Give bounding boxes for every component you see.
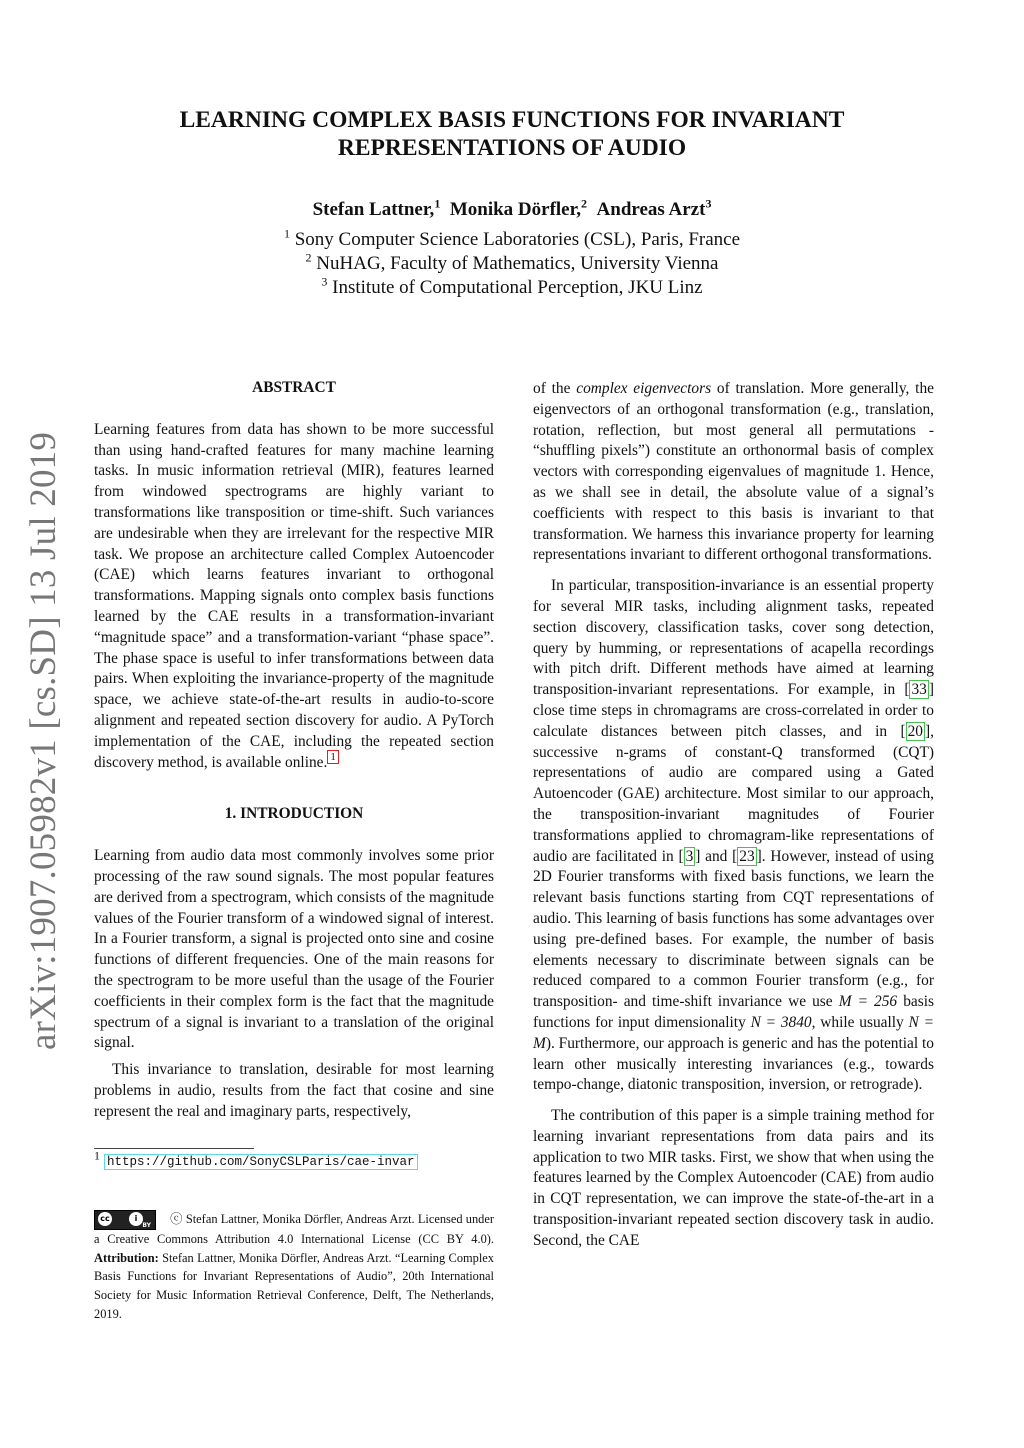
affiliation-text: Sony Computer Science Laboratories (CSL), Paris, France	[294, 229, 741, 250]
citation-link[interactable]: 3	[685, 847, 694, 865]
cc-icon: cc	[98, 1212, 112, 1226]
intro-paragraph-2: This invariance to translation, desirable for most learning problems in audio, results from the fact that cosine and sine represent the real and imaginary parts, respectively,	[94, 1061, 494, 1120]
text-run: and	[700, 847, 733, 865]
intro-paragraph-1: Learning from audio data most commonly involves some prior processing of the raw sound signals. The most popular features are derived from a spectrogram, which consists of the magnitude values of the Fourier transform of a windowed signal of interest. In a Fourier transform, a signal is projected onto sine and cosine functions of different frequencies. One of the main reasons for the spectrogram to be more useful than the usage of the Fourier coefficients in their complex form is the fact that the magnitude spectrum of a signal is invariant to a translation of the original signal.	[94, 847, 494, 1052]
author-mark: 1	[434, 196, 441, 211]
text-run: , while usually	[811, 1013, 909, 1031]
citation-link[interactable]: 20	[907, 722, 923, 740]
affiliation-text: NuHAG, Faculty of Mathematics, University Vienna	[316, 253, 719, 274]
abstract-heading: ABSTRACT	[252, 379, 336, 396]
attribution-text: Stefan Lattner, Monika Dörfler, Andreas Arzt. “Learning Complex Basis Functions for Invariant Representations of Audio”, 20th International Society for Music Information Retrieval Conference, Delft, The Netherlands, 2019.	[94, 1250, 494, 1321]
citation-link[interactable]: 33	[911, 681, 927, 699]
author-name: Stefan Lattner,	[312, 199, 435, 220]
person-icon: i	[129, 1212, 143, 1226]
math-inline: M = 256	[838, 993, 898, 1011]
math-inline: N = 3840	[750, 1013, 812, 1031]
citation-link[interactable]: 23	[739, 847, 755, 865]
footnote-rule	[94, 1148, 254, 1149]
title-line-1: LEARNING COMPLEX BASIS FUNCTIONS FOR INVARIANT	[179, 107, 845, 133]
author-name: Monika Dörfler,	[449, 199, 582, 220]
emphasis: complex eigenvectors	[576, 380, 712, 397]
math-inline: N = M	[533, 1013, 935, 1052]
right-paragraph-2: In particular, transposition-invariance is an essential property for several MIR tasks, including alignment tasks, repeated section discovery, classification tasks, cover song detection, query by humming, or representations of acapella recordings with pitch drift. Different methods have aimed at learning transposition-invariant representations. For example, in [ 33 ] close time steps in chromagrams are cross-correlated in order to calculate distances between pitch classes, and in [ 20 ], successive n-grams of constant-Q transformed (CQT) representations of audio are compared using a Gated Autoencoder (GAE) architecture. Most similar to our approach, the transposition-invariant magnitudes of Fourier transformations applied to chromagram-like representations of audio are facilitated in [ 3 ] and [ 23 ]. However, instead of using 2D Fourier transforms with fixed basis functions, we learn the relevant basis functions starting from CQT representations of audio. This learning of basis functions has some advantages over using pre-defined bases. For example, the number of basis elements necessary to discriminate between signals can be reduced compared to a common Fourier transform (e.g., for transposition- and time-shift invariance we use M = 256 basis functions for input dimensionality N = 3840, while usually N = M). Furthermore, our approach is generic and has the potential to learn other musically interesting invariances (e.g., towards tempo-change, diatonic transposition, inversion, or retrograde).	[533, 577, 935, 1094]
affiliation-list	[100, 228, 924, 300]
footnote	[94, 1148, 418, 1169]
introduction-heading: 1. INTRODUCTION	[224, 805, 364, 823]
text-run: basis functions for input dimensionality	[533, 993, 934, 1031]
arxiv-stamp: arXiv:1907.05982v1 [cs.SD] 13 Jul 2019	[23, 431, 64, 1050]
right-column	[533, 379, 934, 1252]
footnote-mark: 1	[94, 1148, 100, 1163]
abstract-body: Learning features from data has shown to be more successful than using hand-crafted features for many machine learning tasks. In music information retrieval (MIR), features learned from windowed spectrograms are highly variant to transformations like transposition or time-shift. Such variances are undesirable when they are irrelevant for the respective MIR task. We propose an architecture called Complex Autoencoder (CAE) which learns features invariant to orthogonal transformations. Mapping signals onto complex basis functions learned by the CAE results in a transformation-invariant “magnitude space” and a transformation-variant “phase space”. The phase space is useful to infer transformations between data pairs. When exploiting the invariance-property of the magnitude space, we achieve state-of-the-art results in audio-to-score alignment and repeated section discovery for audio. A PyTorch implementation of the CAE, including the repeated section discovery method, is available online.	[94, 420, 494, 771]
text-run: close time steps in chromagrams are cross-correlated in order to calculate distances between pitch classes, and in	[533, 701, 934, 740]
cc-by-badge-icon	[94, 1210, 156, 1230]
affiliation-text: Institute of Computational Perception, JKU Linz	[332, 277, 703, 298]
author-list	[100, 196, 924, 221]
left-column	[94, 378, 494, 1123]
license-block	[94, 1210, 494, 1323]
right-paragraph-1	[533, 379, 934, 566]
text-run: of translation. More generally, the eigenvectors of an orthogonal transformation (e.g., translation, rotation, reflection, but most general all permutations - “shuffling pixels”) constitute an orthonormal basis of complex vectors with corresponding eigenvalues of magnitude 1. Hence, as we shall see in detail, the absolute value of a signal’s coefficients with respect to this basis is invariant to that transformation. We harness this invariance property for learning representations invariant to different orthogonal transformations.	[533, 380, 934, 564]
attribution-label: Attribution:	[94, 1250, 159, 1265]
footnote-url-link[interactable]: https://github.com/SonyCSLParis/cae-invar	[104, 1154, 418, 1170]
affiliation-mark: 1	[283, 226, 290, 241]
text-run: , successive n-grams of constant-Q transformed (CQT) representations of audio are compared using a Gated Autoencoder (GAE) architecture. Most similar to our approach, the transposition-invariant magnitudes of Fourier transformations applied to chromagram-like representations of audio are facilitated in	[533, 722, 934, 865]
affiliation-mark: 2	[305, 250, 312, 265]
license-copyright: ⓒ Stefan Lattner, Monika Dörfler, Andreas Arzt. Licensed under a Creative Commons Attribution 4.0 International License (CC BY 4.0).	[94, 1212, 494, 1247]
affiliation	[100, 252, 924, 276]
paper-title	[100, 106, 924, 162]
text-run: . However, instead of using 2D Fourier transforms with fixed basis functions, we learn the relevant basis functions starting from CQT representations of audio. This learning of basis functions has some advantages over using pre-defined bases. For example, the number of basis elements necessary to discriminate between signals can be reduced compared to a common Fourier transform (e.g., for transposition- and time-shift invariance we use	[533, 847, 934, 1011]
affiliation-mark: 3	[321, 274, 328, 289]
author-mark: 3	[705, 196, 712, 211]
footnote-link[interactable]: 1	[327, 750, 339, 764]
affiliation	[100, 228, 924, 252]
affiliation	[100, 276, 924, 300]
right-paragraph-3: The contribution of this paper is a simple training method for learning invariant representations from data pairs and its application to two MIR tasks. First, we show that when using the features learned by the Complex Autoencoder (CAE) from audio in CQT representation, we can improve the state-of-the-art in a transposition-invariant repeated section discovery task in audio. Second, the CAE	[533, 1107, 934, 1249]
text-run: of the	[533, 380, 577, 397]
abstract-text	[94, 420, 494, 774]
by-label: BY	[142, 1222, 151, 1230]
author-name: Andreas Arzt	[596, 199, 706, 220]
text-run: ). Furthermore, our approach is generic and has the potential to learn other musically interesting invariances (e.g., towards tempo-change, diatonic transposition, inversion, or retrograde).	[533, 1034, 934, 1094]
author-mark: 2	[581, 196, 588, 211]
title-line-2: REPRESENTATIONS OF AUDIO	[337, 135, 687, 161]
text-run: In particular, transposition-invariance is an essential property for several MIR tasks, including alignment tasks, repeated section discovery, classification tasks, cover song detection, query by humming, or representations of acapella recordings with pitch drift. Different methods have aimed at learning transposition-invariant representations. For example, in	[533, 577, 934, 699]
